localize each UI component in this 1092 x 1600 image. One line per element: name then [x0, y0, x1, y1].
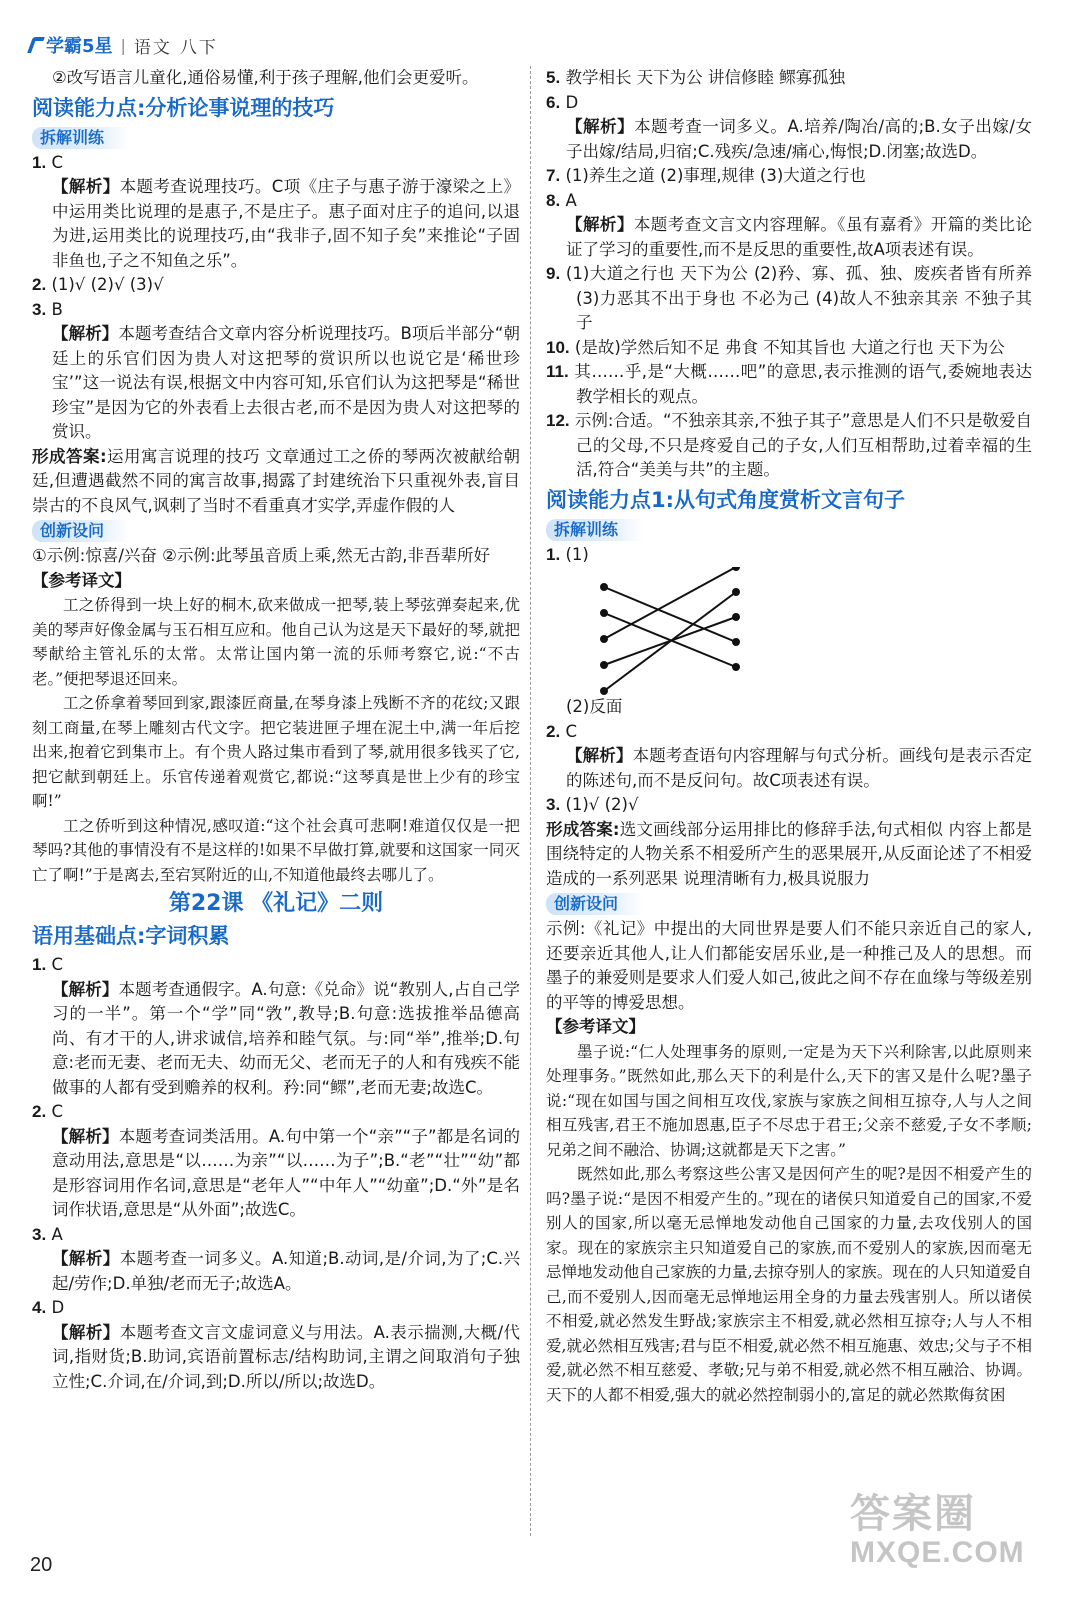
item-answer: (1)养生之道 (2)事理,规律 (3)大道之行也: [565, 166, 866, 185]
analysis: [32, 978, 520, 1101]
item-number: 1.: [32, 955, 47, 974]
header-grade: 八下: [179, 37, 218, 58]
lesson-title: 第22课 《礼记》二则: [168, 891, 384, 916]
translation-paragraph: 既然如此,那么考察这些公害又是因何产生的呢?是因不相爱产生的吗?墨子说:“是因不相爱产生的。”现在的诸侯只知道爱自己的国家,不爱别人的国家,所以毫无忌惮地发动他自己国家的力量,去攻伐别人的国家。现在的家族宗主只知道爱自己的家族,而不爱别人的家族,因而毫无忌惮地发动他自己家族的力量,去掠夺别人的家族。现在的人只知道爱自己,而不爱别人,因而毫无忌惮地运用全身的力量去残害别人。所以诸侯不相爱,就必然发生野战;家族宗主不相爱,就必然相互掠夺;人与人不相爱,就必然相互残害;君与臣不相爱,就必然不相互施惠、效忠;父与子不相爱,就必然不相互慈爱、孝敬;兄与弟不相爱,就必然不相互融洽、协调。天下的人都不相爱,强大的就必然控制弱小的,富足的就必然欺侮贫困: [546, 1165, 1032, 1404]
item-number: 7.: [546, 166, 561, 185]
answer-item: [546, 66, 1032, 91]
analysis-text: 本题考查一词多义。A.培养/陶冶/高的;B.女子出嫁/女子出嫁/结局,归宿;C.残疾/急速/痛心,悔恨;D.闭塞;故选D。: [566, 117, 1033, 161]
item-number: 12.: [546, 411, 570, 430]
watermark: [850, 1492, 1070, 1572]
match-dot: [733, 639, 739, 645]
item-answer: D: [51, 1298, 65, 1317]
item-answer: C: [51, 152, 63, 172]
answer-item: [32, 273, 520, 298]
answer-item: [32, 1100, 520, 1125]
section-title-sentence: 阅读能力点1:从句式角度赏析文言句子: [546, 487, 906, 512]
item-sub-label: (1): [565, 544, 589, 564]
item-answer: (1)大道之行也 天下为公 (2)矜、寡、孤、独、废疾者皆有所养 (3)力恶其不出于身也 不必为己 (4)故人不独亲其亲 不独子其子: [565, 264, 1033, 332]
brand-name: 学霸5星: [46, 36, 113, 57]
analysis-text: 本题考查通假字。A.句意:《兑命》说“教别人,占自己学习的一半”。第一个“学”同“敩”,教导;B.句意:选拔推举品德高尚、有才干的人,讲求诚信,培养和睦气氛。与:同“举”,推举;D.句意:老而无妻、老而无夫、幼而无父、老而无子的人和有残疾不能做事的人都有受到赡养的权利。矜:同“鳏”,老而无妻;故选C。: [52, 979, 520, 1097]
analysis: [546, 115, 1032, 164]
right-column: [546, 66, 1032, 1407]
match-dot: [601, 636, 607, 642]
matching-lines: [596, 567, 756, 695]
item-answer: A: [51, 1224, 63, 1244]
match-line: [604, 587, 736, 642]
match-dot: [601, 610, 607, 616]
item-number: 5.: [546, 68, 561, 87]
reference-translation: [546, 1040, 1032, 1408]
analysis-text: 本题考查词类活用。A.句中第一个“亲”“子”都是名词的意动用法,意思是“以……为亲”“以……为子”;B.“老”“壮”“幼”都是形容词用作名词,意思是“老年人”“中年人”“幼童”;D.“外”是名词作状语,意思是“从外面”;故选C。: [52, 1126, 521, 1219]
answer-item: [546, 336, 1032, 361]
item-answer: (是故)学然后知不足 弗食 不知其旨也 大道之行也 天下为公: [574, 337, 1005, 357]
formed-answer: [546, 818, 1032, 892]
page-header: [30, 30, 218, 60]
tag-chuangxin: 创新设问: [32, 520, 130, 542]
column-divider: [530, 66, 531, 1536]
answer-item: [546, 793, 1032, 818]
answer-item: [546, 189, 1032, 214]
formed-answer-label: 形成答案:: [32, 446, 107, 466]
item-number: 2.: [32, 1102, 47, 1121]
item-answer: C: [51, 955, 63, 974]
tag-chuangxin: 创新设问: [546, 893, 644, 915]
watermark-top: 答案圈: [850, 1492, 976, 1536]
item-answer: B: [51, 299, 63, 319]
analysis-label: 【解析】: [566, 746, 633, 765]
item-number: 10.: [546, 337, 570, 357]
item-answer: 教学相长 天下为公 讲信修睦 鳏寡孤独: [565, 68, 846, 87]
innovation-answer: 示例:《礼记》中提出的大同世界是要人们不能只亲近自己的家人,还要亲近其他人,让人们都能安居乐业,是一种推己及人的思想。而墨子的兼爱则是要求人们爱人如己,彼此之间不存在血缘与等级差别的平等的博爱思想。: [546, 919, 1032, 1012]
match-dot: [733, 664, 739, 670]
answer-item: [32, 1223, 520, 1248]
item-number: 3.: [546, 795, 561, 814]
formed-answer-text: 选文画线部分运用排比的修辞手法,句式相似 内容上都是围绕特定的人物关系不相爱所产生的恶果展开,从反面论述了不相爱造成的一系列恶果 说理清晰有力,极具说服力: [546, 819, 1032, 888]
item-answer: C: [565, 721, 577, 741]
translation-paragraph: 墨子说:“仁人处理事务的原则,一定是为天下兴利除害,以此原则来处理事务。”既然如此,那么天下的利是什么,天下的害又是什么呢?墨子说:“现在如国与国之间相互攻伐,家族与家族之间相互掠夺,人与人之间相互残害,君王不施加恩惠,臣子不尽忠于君王;父亲不慈爱,子女不孝顺;兄弟之间不融洽、协调;这就都是天下之害。”: [546, 1042, 1032, 1159]
answer-item: [32, 1296, 520, 1321]
analysis-label: 【解析】: [566, 117, 635, 136]
answer-item: [546, 262, 1032, 336]
answer-item: [546, 409, 1032, 483]
formed-answer-text: 运用寓言说理的技巧 文章通过工之侨的琴两次被献给朝廷,但遭遇截然不同的寓言故事,揭露了封建统治下只重视外表,盲目崇古的不良风气,讽刺了当时不看重真才实学,弄虚作假的人: [32, 446, 520, 515]
answer-item: [546, 164, 1032, 189]
item-number: 3.: [32, 1224, 47, 1244]
watermark-bottom: MXQE.COM: [850, 1536, 1025, 1569]
item-answer: D: [565, 92, 579, 112]
answer-item: [32, 151, 520, 176]
analysis-label: 【解析】: [52, 1322, 120, 1342]
innovation-answer: ①示例:惊喜/兴奋 ②示例:此琴虽音质上乘,然无古韵,非吾辈所好: [32, 546, 490, 565]
translation-paragraph: 工之侨听到这种情况,感叹道:“这个社会真可悲啊!难道仅仅是一把琴吗?其他的事情没有不是这样的!如果不早做打算,就要和这国家一同灭亡了啊!”于是离去,至宕冥附近的山,不知道他最终去哪儿了。: [32, 816, 520, 884]
match-dot: [601, 662, 607, 668]
matching-diagram: [546, 567, 1032, 695]
reference-translation-label: 【参考译文】: [546, 1017, 645, 1036]
formed-answer: [32, 445, 520, 519]
analysis: [32, 1125, 520, 1223]
item-number: 6.: [546, 92, 561, 112]
analysis: [32, 1247, 520, 1296]
item-number: 4.: [32, 1298, 47, 1317]
brand-logo: [30, 32, 113, 58]
analysis-text: 本题考查结合文章内容分析说理技巧。B项后半部分“朝廷上的乐官们因为贵人对这把琴的赏识所以也说它是‘稀世珍宝’”这一说法有误,根据文中内容可知,乐官们认为这把琴是“稀世珍宝”是因为它的外表看上去很古老,而不是因为贵人对这把琴的赏识。: [52, 324, 520, 441]
analysis-text: 本题考查一词多义。A.知道;B.动词,是/介词,为了;C.兴起/劳作;D.单独/老而无子;故选A。: [52, 1249, 520, 1293]
reference-translation: [32, 593, 520, 887]
match-dot: [733, 589, 739, 595]
item-number: 9.: [546, 264, 561, 283]
item-number: 8.: [546, 190, 561, 210]
analysis: [32, 1321, 520, 1395]
analysis: [546, 213, 1032, 262]
match-dot: [733, 567, 739, 570]
analysis-label: 【解析】: [52, 979, 119, 999]
item-number: 2.: [546, 721, 561, 741]
translation-paragraph: 工之侨拿着琴回到家,跟漆匠商量,在琴身漆上残断不齐的花纹;又跟刻工商量,在琴上雕刻古代文字。把它装进匣子埋在泥土中,满一年后挖出来,抱着它到集市上。有个贵人路过集市看到了琴,就用很多钱买了它,把它献到朝廷上。乐官传递着观赏它,都说:“这琴真是世上少有的珍宝啊!”: [32, 694, 520, 810]
page-number: 20: [30, 1554, 53, 1576]
answer-item: [32, 298, 520, 323]
item-answer: (1)√ (2)√ (3)√: [51, 275, 164, 294]
item-answer: C: [51, 1102, 63, 1121]
analysis: [546, 744, 1032, 793]
analysis-label: 【解析】: [566, 215, 634, 234]
answer-item: [546, 360, 1032, 409]
item-number: 1.: [546, 544, 561, 564]
item-answer: A: [565, 190, 577, 210]
item-number: 3.: [32, 299, 47, 319]
header-separator: |: [120, 35, 126, 55]
left-column: [32, 66, 520, 1394]
answer-item: [546, 720, 1032, 745]
match-dot: [733, 614, 739, 620]
item-number: 1.: [32, 152, 47, 172]
item-number: 2.: [32, 275, 47, 294]
intro-text: ②改写语言儿童化,通俗易懂,利于孩子理解,他们会更爱听。: [52, 68, 479, 87]
tag-chaijie: 拆解训练: [32, 127, 130, 149]
analysis-label: 【解析】: [52, 1249, 120, 1268]
item-answer: 示例:合适。“不独亲其亲,不独子其子”意思是人们不只是敬爱自己的父母,不只是疼爱自己的子女,人们互相帮助,过着幸福的生活,符合“美美与共”的主题。: [574, 411, 1033, 479]
brand-mark-icon: [27, 37, 45, 53]
reference-translation-label: 【参考译文】: [32, 570, 131, 590]
analysis-text: 本题考查文言文内容理解。《虽有嘉肴》开篇的类比论证了学习的重要性,而不是反思的重要性,故A项表述有误。: [566, 215, 1033, 259]
section-title-argument: 阅读能力点:分析论事说理的技巧: [32, 95, 335, 120]
analysis-text: 本题考查说理技巧。C项《庄子与惠子游于濠梁之上》中运用类比说理的是惠子,不是庄子。惠子面对庄子的追问,以退为进,运用类比的说理技巧,由“我非子,固不知子矣”来推论“子固非鱼也,子之不知鱼之乐”。: [52, 177, 520, 270]
formed-answer-label: 形成答案:: [546, 819, 620, 839]
analysis: [32, 175, 520, 273]
analysis: [32, 322, 520, 445]
item-sub-answer: (2)反面: [566, 697, 623, 716]
tag-chaijie: 拆解训练: [546, 519, 644, 541]
translation-paragraph: 工之侨得到一块上好的桐木,砍来做成一把琴,装上琴弦弹奏起来,优美的琴声好像金属与玉石相互应和。他自己认为这是天下最好的琴,就把琴献给主管礼乐的太常。太常让国内第一流的乐师考察它,说:“不古老。”便把琴退还回来。: [32, 596, 520, 688]
analysis-text: 本题考查文言文虚词意义与用法。A.表示揣测,大概/代词,指财货;B.助词,宾语前置标志/结构助词,主谓之间取消句子独立性;C.介词,在/介词,到;D.所以/所以;故选D。: [52, 1322, 521, 1391]
match-dot: [601, 584, 607, 590]
analysis-label: 【解析】: [52, 1126, 119, 1146]
answer-item: [32, 953, 520, 978]
section-title-vocab: 语用基础点:字词积累: [32, 924, 230, 948]
header-subject: 语文: [133, 37, 172, 58]
item-answer: 其……乎,是“大概……吧”的意思,表示推测的语气,委婉地表达教学相长的观点。: [574, 362, 1032, 406]
item-number: 11.: [546, 362, 569, 381]
item-answer: (1)√ (2)√: [565, 795, 639, 814]
analysis-label: 【解析】: [52, 177, 120, 196]
match-dot: [601, 688, 607, 694]
analysis-label: 【解析】: [52, 324, 119, 343]
answer-item: [546, 543, 1032, 568]
analysis-text: 本题考查语句内容理解与句式分析。画线句是表示否定的陈述句,而不是反问句。故C项表述有误。: [566, 746, 1033, 790]
answer-item: [546, 91, 1032, 116]
